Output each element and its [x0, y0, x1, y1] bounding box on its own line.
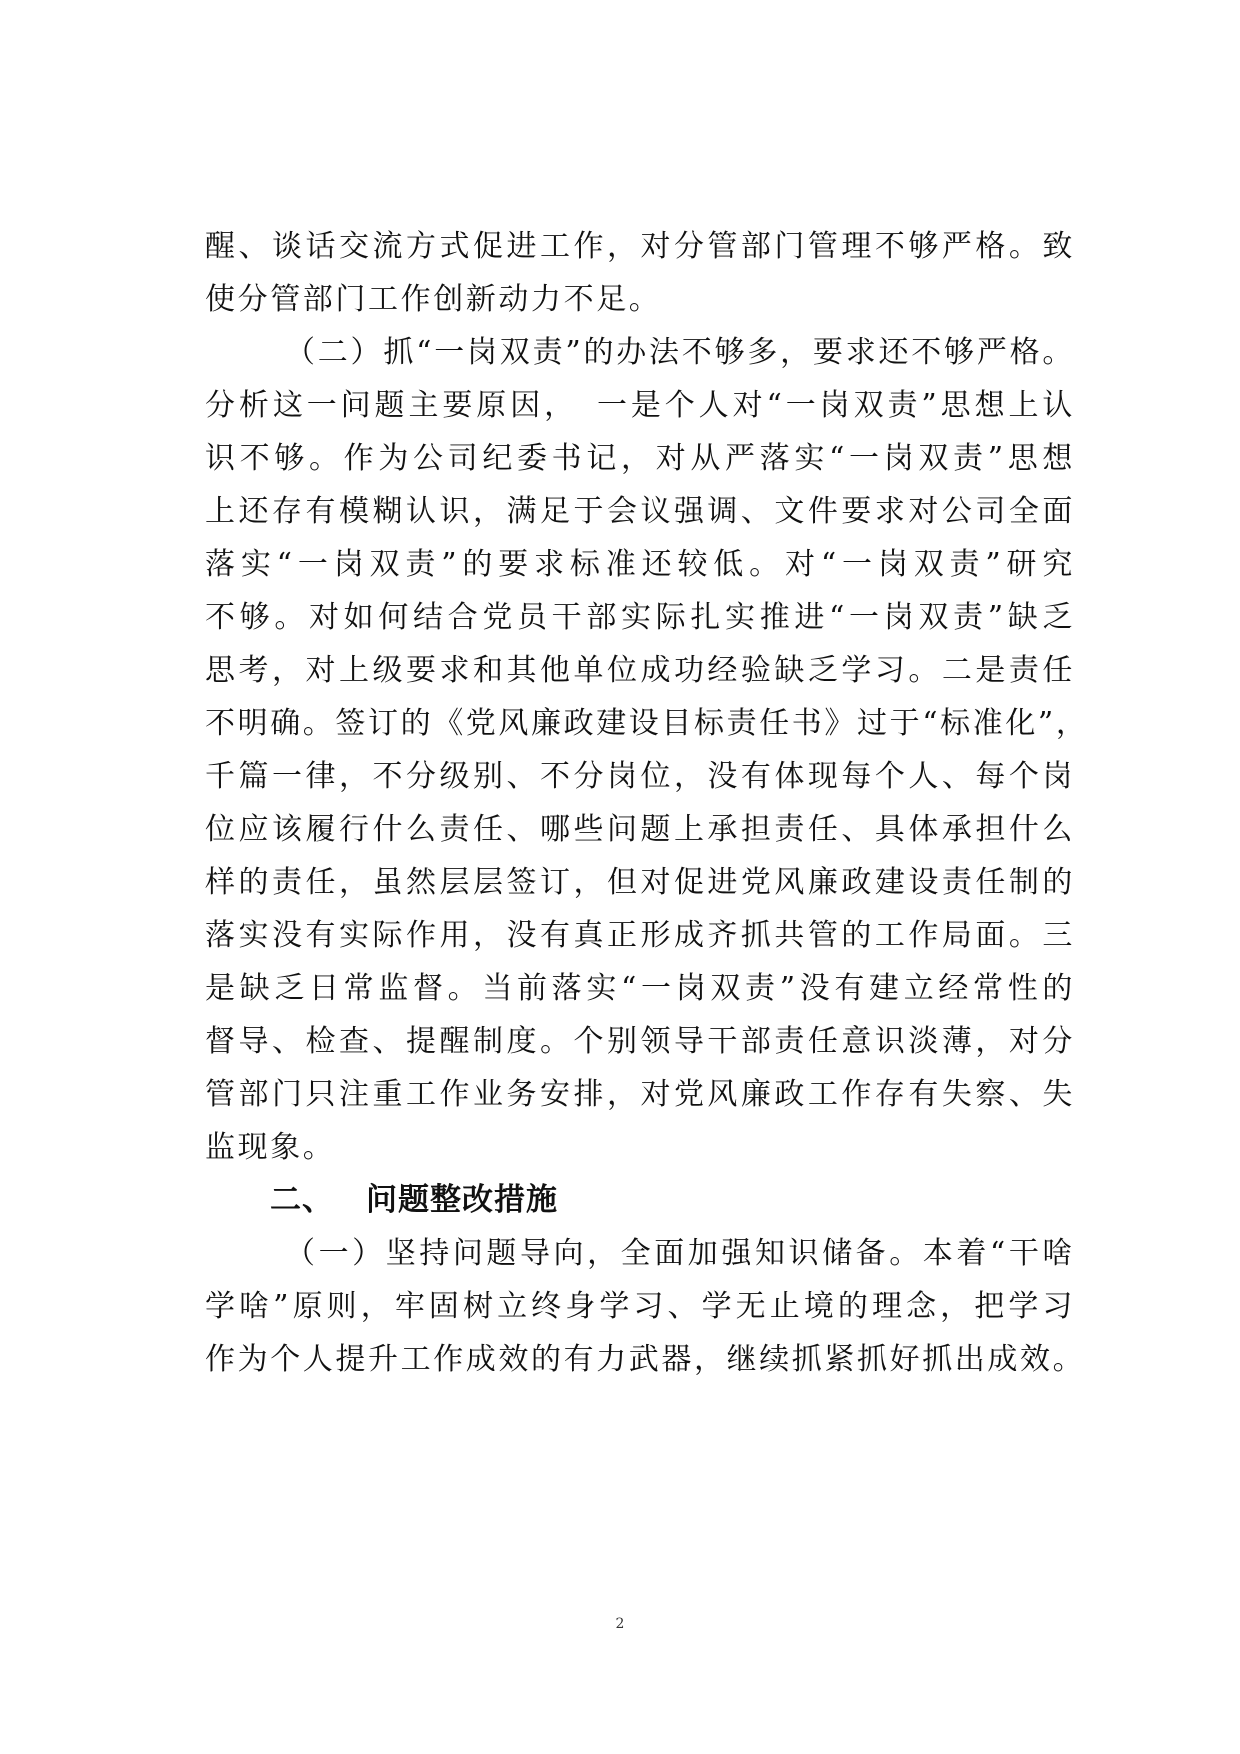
body-line: 样的责任，虽然层层签订，但对促进党风廉政建设责任制的 — [205, 865, 1075, 900]
body-line: 位应该履行什么责任、哪些问题上承担责任、具体承担什么 — [205, 812, 1075, 847]
section-heading — [205, 1174, 1075, 1227]
body-line: 使分管部门工作创新动力不足。 — [205, 282, 662, 317]
body-line: 千篇一律，不分级别、不分岗位，没有体现每个人、每个岗 — [205, 759, 1075, 794]
body-line: 管部门只注重工作业务安排，对党风廉政工作存有失察、失 — [205, 1077, 1075, 1112]
body-line: 醒、谈话交流方式促进工作，对分管部门管理不够严格。致 — [205, 229, 1075, 264]
body-line: 不够。对如何结合党员干部实际扎实推进“一岗双责”缺乏 — [205, 600, 1075, 635]
section-number: 二、 — [270, 1182, 334, 1218]
section-title: 问题整改措施 — [366, 1182, 558, 1218]
body-line: 识不够。作为公司纪委书记，对从严落实“一岗双责”思想 — [205, 441, 1075, 476]
body-line: 是缺乏日常监督。当前落实“一岗双责”没有建立经常性的 — [205, 971, 1075, 1006]
body-line: 落实“一岗双责”的要求标准还较低。对“一岗双责”研究 — [205, 547, 1075, 582]
body-line: 不明确。签订的《党风廉政建设目标责任书》过于“标准化”， — [205, 706, 1089, 741]
body-line: 落实没有实际作用，没有真正形成齐抓共管的工作局面。三 — [205, 918, 1075, 953]
body-line: 思考，对上级要求和其他单位成功经验缺乏学习。二是责任 — [205, 653, 1075, 688]
body-line: （二）抓“一岗双责”的办法不够多，要求还不够严格。 — [285, 335, 1075, 370]
body-line: 作为个人提升工作成效的有力武器，继续抓紧抓好抓出成效。 — [205, 1342, 1086, 1377]
page-number: 2 — [615, 1616, 625, 1632]
body-line: 监现象。 — [205, 1130, 336, 1165]
body-line: 学啥”原则，牢固树立终身学习、学无止境的理念，把学习 — [205, 1289, 1075, 1324]
body-line: 分析这一问题主要原因， 一是个人对“一岗双责”思想上认 — [205, 388, 1075, 423]
body-line: 上还存有模糊认识，满足于会议强调、文件要求对公司全面 — [205, 494, 1075, 529]
body-line: （一）坚持问题导向，全面加强知识储备。本着“干啥 — [285, 1236, 1075, 1271]
document-body — [205, 220, 1089, 1386]
body-line: 督导、检查、提醒制度。个别领导干部责任意识淡薄，对分 — [205, 1024, 1075, 1059]
